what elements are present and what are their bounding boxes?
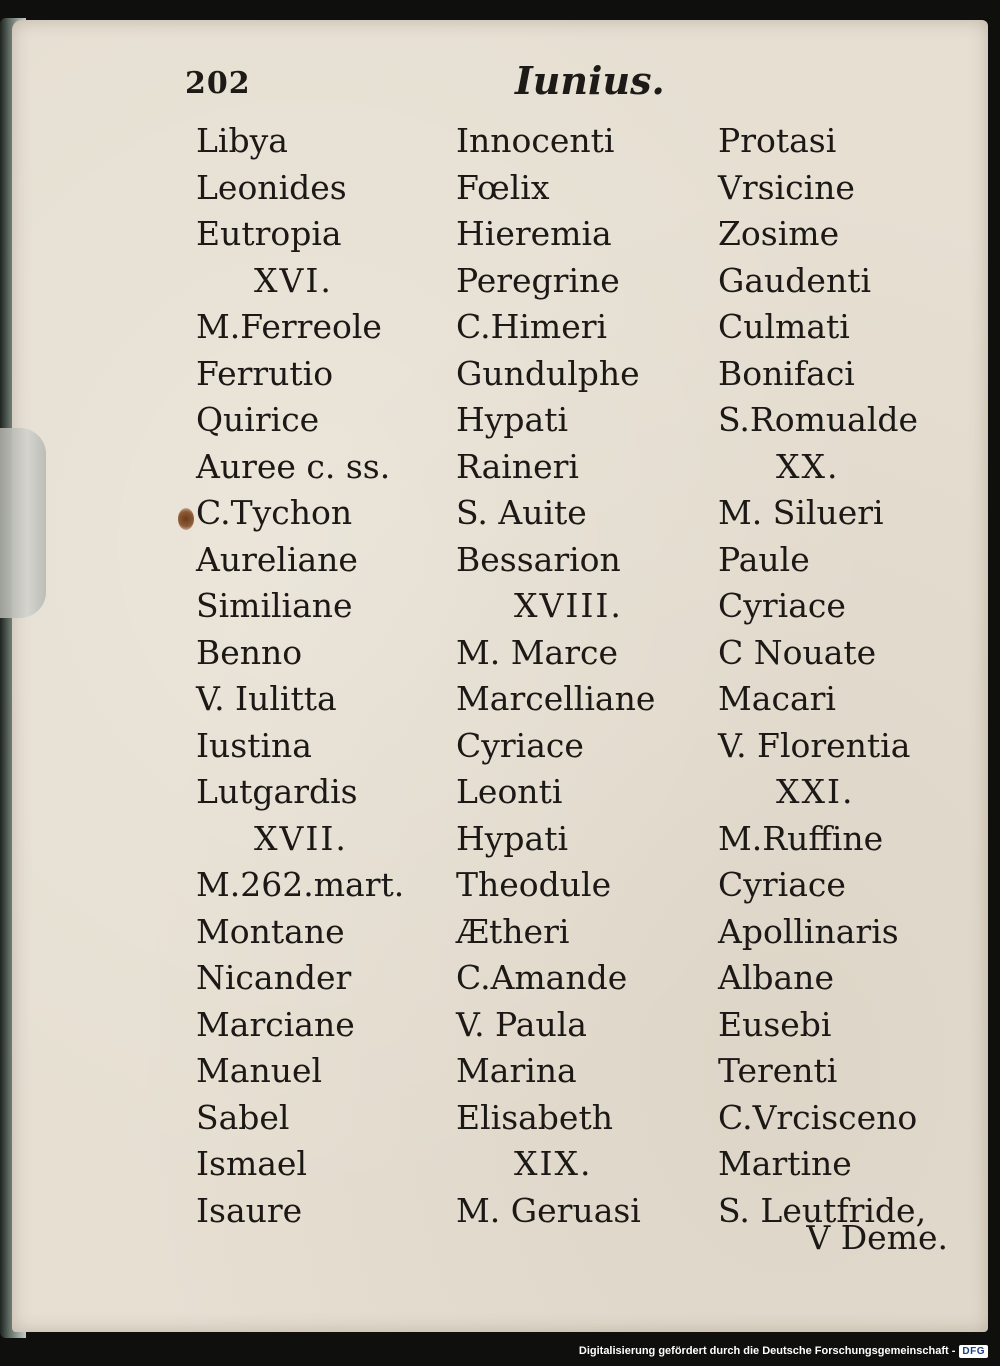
saint-entry: Peregrine <box>456 260 620 300</box>
saint-entry: Terenti <box>718 1051 838 1090</box>
saint-entry: C Nouate <box>718 632 877 672</box>
digitization-credit <box>579 1342 988 1360</box>
saint-entry: M. Marce <box>456 632 619 672</box>
saint-entry: S.Romualde <box>718 400 919 439</box>
saint-entry: Manuel <box>196 1051 323 1090</box>
saint-entry: Vrsicine <box>718 167 855 207</box>
saint-entry: Gaudenti <box>718 260 872 300</box>
saint-entry: S. Leutfride, <box>718 1190 927 1230</box>
saints-column-2 <box>456 118 711 1234</box>
saint-entry: Elisabeth <box>456 1097 613 1137</box>
saint-entry: Auree c. ss. <box>196 446 391 486</box>
saint-entry: Marina <box>456 1051 577 1090</box>
saint-entry: Protasi <box>718 121 837 160</box>
saint-entry: Innocenti <box>456 121 615 160</box>
folio-number: 202 <box>185 66 251 101</box>
day-numeral: XVII. <box>254 818 348 858</box>
saint-entry: Aureliane <box>196 539 358 579</box>
saint-entry: Apollinaris <box>718 911 899 951</box>
saint-entry: Sabel <box>196 1097 290 1137</box>
day-numeral: XVI. <box>254 260 333 300</box>
ink-stain <box>178 508 194 530</box>
saint-entry: Gundulphe <box>456 353 640 393</box>
saint-entry: Ferrutio <box>196 353 334 393</box>
saint-entry: Paule <box>718 539 810 579</box>
saint-entry: Marciane <box>196 1004 355 1044</box>
saints-column-1 <box>196 118 441 1234</box>
saint-entry: Cyriace <box>456 725 584 765</box>
saint-entry: Cyriace <box>718 865 846 904</box>
saint-entry: Hypati <box>456 400 569 439</box>
saint-entry: C.Himeri <box>456 307 608 346</box>
saint-entry: Similiane <box>196 586 353 625</box>
saint-entry: M. Geruasi <box>456 1190 641 1230</box>
saint-entry: Culmati <box>718 307 850 346</box>
saint-entry: M.Ruffine <box>718 818 884 858</box>
page-header <box>185 58 945 108</box>
catchword: V Deme. <box>806 1218 948 1257</box>
day-numeral: XXI. <box>776 772 855 811</box>
saint-entry: C.Amande <box>456 958 628 997</box>
saint-entry: Lutgardis <box>196 772 358 811</box>
saint-entry: C.Vrcisceno <box>718 1097 918 1137</box>
running-title: Iunius. <box>515 58 665 103</box>
saint-entry: Fœlix <box>456 167 550 207</box>
saint-entry: Raineri <box>456 446 579 486</box>
saint-entry: Martine <box>718 1144 852 1183</box>
saint-entry: Eutropia <box>196 214 342 253</box>
day-numeral: XVIII. <box>514 586 623 625</box>
saints-column-3 <box>718 118 978 1234</box>
saint-entry: Hypati <box>456 818 569 858</box>
saint-entry: Theodule <box>456 865 612 904</box>
saint-entry: Zosime <box>718 214 840 253</box>
saint-entry: V. Florentia <box>718 725 911 765</box>
saint-entry: V. Iulitta <box>196 679 337 718</box>
bookmark-ribbon <box>0 428 46 618</box>
saint-entry: C.Tychon <box>196 493 353 532</box>
saint-entry: Quirice <box>196 400 320 439</box>
day-numeral: XIX. <box>514 1144 593 1183</box>
saint-entry: Libya <box>196 121 288 160</box>
saint-entry: Ætheri <box>456 911 570 951</box>
saint-entry: S. Auite <box>456 493 587 532</box>
saint-entry: Bessarion <box>456 539 621 579</box>
saint-entry: Bonifaci <box>718 353 855 393</box>
saint-entry: M.Ferreole <box>196 307 382 346</box>
saint-entry: Leonti <box>456 772 563 811</box>
credit-text: Digitalisierung gefördert durch die Deutsche Forschungsgemeinschaft - <box>578 1345 956 1357</box>
saint-entry: Macari <box>718 679 836 718</box>
saint-entry: Nicander <box>196 958 352 997</box>
saint-entry: Eusebi <box>718 1004 832 1044</box>
saint-entry: Cyriace <box>718 586 846 625</box>
saint-entry: Ismael <box>196 1144 308 1183</box>
saint-entry: M.262.mart. <box>196 865 405 904</box>
saint-entry: M. Silueri <box>718 493 884 532</box>
saint-entry: V. Paula <box>456 1004 587 1044</box>
saint-entry: Isaure <box>196 1190 303 1230</box>
saint-entry: Benno <box>196 632 303 672</box>
dfg-logo-icon: DFG <box>959 1345 988 1358</box>
saint-entry: Montane <box>196 911 345 951</box>
saint-entry: Iustina <box>196 725 312 765</box>
day-numeral: XX. <box>776 446 840 486</box>
saint-entry: Albane <box>718 958 834 997</box>
saint-entry: Marcelliane <box>456 679 656 718</box>
saint-entry: Hieremia <box>456 214 612 253</box>
saint-entry: Leonides <box>196 167 347 207</box>
